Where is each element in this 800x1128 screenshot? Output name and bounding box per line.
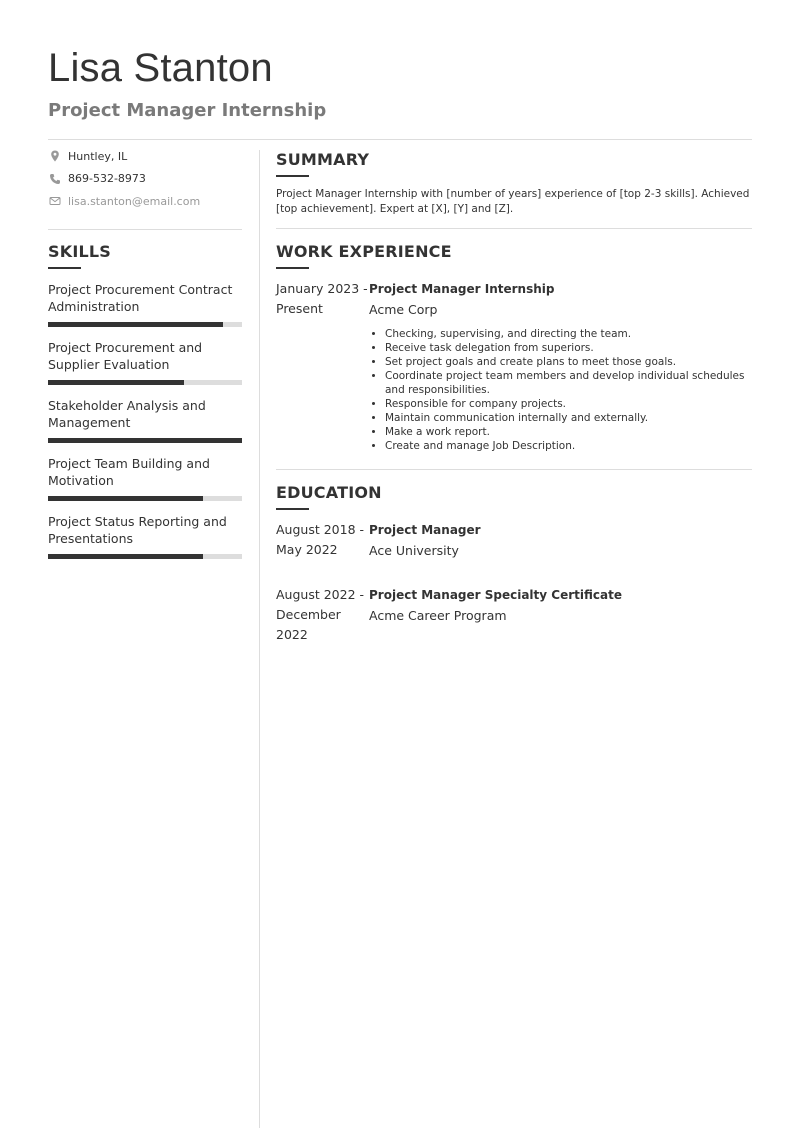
skill-name: Project Procurement Contract Administration [48,281,233,314]
skill-item [48,455,242,501]
skill-item [48,339,242,385]
education-date-start: August 2022 - [276,586,365,602]
education-details [369,520,752,562]
education-dates [276,520,369,562]
jobs-list [276,279,752,453]
education-date-end: May 2022 [276,541,338,557]
skill-item [48,397,242,443]
skill-level-bar [48,380,242,385]
education-degree: Project Manager Specialty Certificate [369,587,622,602]
phone-text: 869-532-8973 [68,172,146,186]
education-list [276,520,752,645]
skill-level-bar [48,438,242,443]
job-details [369,279,752,453]
job-bullet: • Set project goals and create plans to meet those goals. [385,355,752,369]
job-date-start: January 2023 - [276,280,368,296]
education-dates [276,585,369,645]
job-bullets [369,327,752,453]
skill-level-fill [48,322,223,327]
skill-name: Project Status Reporting and Presentations [48,513,227,546]
experience-heading: WORK EXPERIENCE [276,241,452,261]
location-text: Huntley, IL [68,149,128,163]
phone-icon [49,173,61,185]
contact-divider [48,229,242,230]
job-bullet: • Receive task delegation from superiors. [385,341,752,355]
education-details [369,585,752,645]
job-bullet: • Create and manage Job Description. [385,439,752,453]
education-date-start: August 2018 - [276,521,365,537]
job-bullet: • Maintain communication internally and externally. [385,411,752,425]
skill-level-fill [48,438,242,443]
skill-level-fill [48,554,203,559]
job-bullet: • Coordinate project team members and develop individual schedules and responsibilities. [385,369,752,397]
experience-divider [276,469,752,470]
education-school: Acme Career Program [369,607,507,623]
skills-heading: SKILLS [48,241,111,261]
summary-section [276,150,752,217]
skill-level-bar [48,554,242,559]
skill-name: Project Procurement and Supplier Evaluation [48,339,203,372]
education-section [276,483,752,645]
job-bullet: • Checking, supervising, and directing the team. [385,327,752,341]
job-entry [276,279,752,453]
education-heading: EDUCATION [276,482,382,502]
skills-list [48,281,242,559]
email-text[interactable]: lisa.stanton@email.com [68,194,201,208]
experience-heading-underline [276,267,309,269]
skill-level-bar [48,322,242,327]
education-heading-underline [276,508,309,510]
map-pin-icon [49,150,61,162]
experience-section [276,242,752,453]
left-column [48,145,242,559]
job-date-end: Present [276,300,323,316]
skill-level-bar [48,496,242,501]
education-degree: Project Manager [369,522,481,537]
job-dates [276,279,369,453]
right-column [276,150,752,645]
summary-heading: SUMMARY [276,150,370,169]
job-bullet: • Responsible for company projects. [385,397,752,411]
summary-heading-underline [276,175,309,177]
skill-name: Stakeholder Analysis and Management [48,397,206,430]
job-company: Acme Corp [369,301,438,317]
envelope-icon [49,195,61,207]
skill-item [48,281,242,327]
summary-divider [276,228,752,229]
header-divider [48,139,752,140]
contact-location [48,145,242,168]
skill-level-fill [48,496,203,501]
skill-item [48,513,242,559]
education-date-end: December 2022 [276,606,341,642]
skill-name: Project Team Building and Motivation [48,455,210,488]
education-entry [276,585,752,645]
education-school: Ace University [369,542,459,558]
candidate-title: Project Manager Internship [48,100,327,121]
contact-phone [48,168,242,191]
job-role: Project Manager Internship [369,281,555,296]
skills-heading-underline [48,267,81,269]
contact-list [48,145,242,213]
job-bullet: • Make a work report. [385,425,752,439]
skill-level-fill [48,380,184,385]
education-entry [276,520,752,562]
contact-email [48,190,242,213]
candidate-name: Lisa Stanton [48,46,273,90]
summary-text: Project Manager Internship with [number of years] experience of [top 2-3 skills]. Achieved [top achievement]. Expert at [X], [Y] and [Z]. [276,188,750,215]
column-divider [259,150,260,1128]
